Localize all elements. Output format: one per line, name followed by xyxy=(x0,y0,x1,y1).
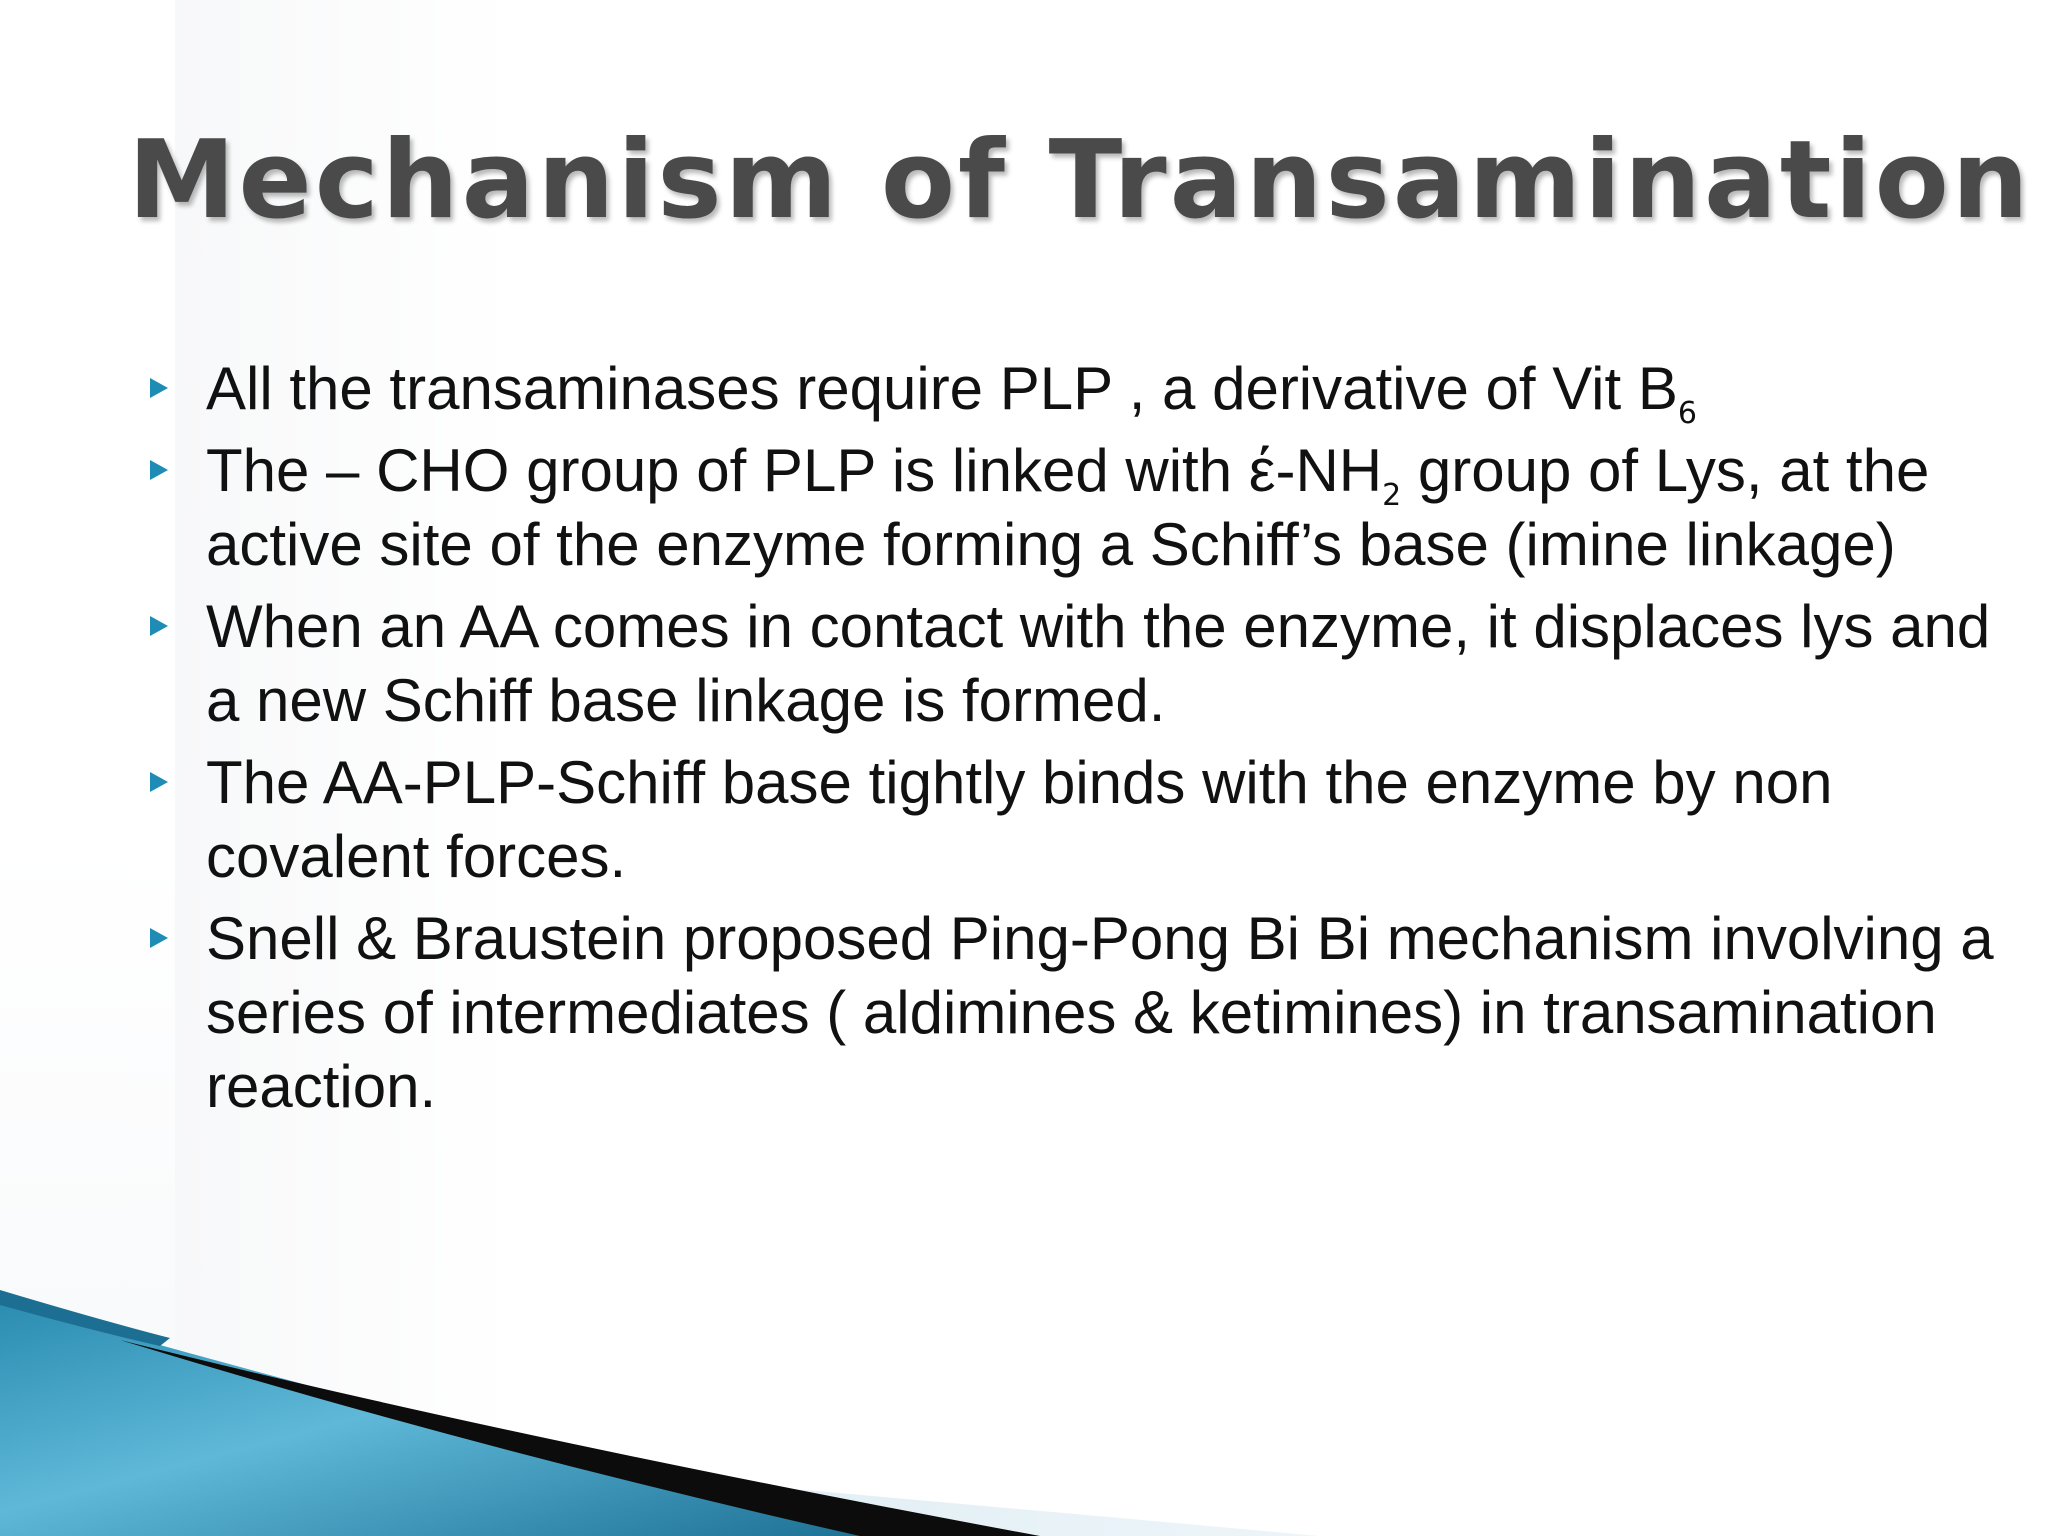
bullet-text: All the transaminases require PLP , a derivative of Vit B xyxy=(206,355,1678,422)
bullet-text: The AA-PLP-Schiff base tightly binds with the enzyme by non covalent forces. xyxy=(206,749,1833,890)
bullet-text: The – CHO group of PLP is linked with έ-NH xyxy=(206,437,1383,504)
bullet-text: When an AA comes in contact with the enzyme, it displaces lys and a new Schiff base linkage is formed. xyxy=(206,593,1991,734)
bullet-text: group of Lys, at the active site of the enzyme forming a Schiff’s base (imine linkage) xyxy=(206,437,1930,578)
subscript-text: 6 xyxy=(1677,396,1697,431)
subscript-text: 2 xyxy=(1382,478,1402,513)
slide-title: Mechanism of Transamination xyxy=(128,118,2032,243)
bullet-text: Snell & Braustein proposed Ping-Pong Bi Bi mechanism involving a series of intermediates ( aldimines & ketimines) in transamination reaction. xyxy=(206,905,1994,1120)
